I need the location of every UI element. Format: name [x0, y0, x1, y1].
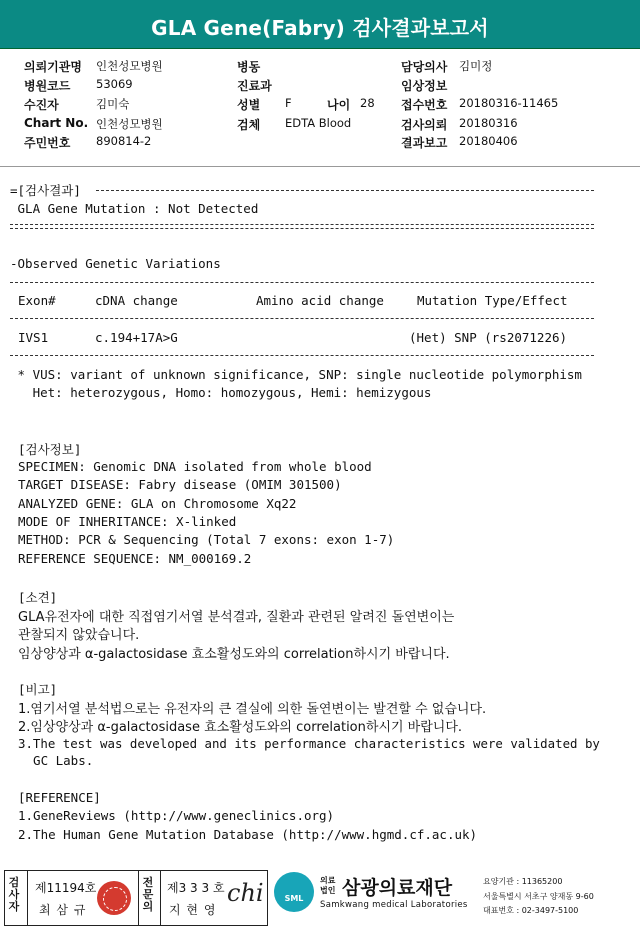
- result-double-rule: [10, 224, 594, 229]
- value-patient: 김미숙: [96, 97, 130, 111]
- label-requesting-institution: 의뢰기관명: [24, 60, 82, 74]
- remarks-line: 1.염기서열 분석법으로는 유전자의 큰 결실에 의한 돌연변이는 발견할 수 없습니다.: [18, 702, 487, 717]
- phone-number: 대표번호 : 02-3497-5100: [483, 906, 579, 915]
- patient-info-section: [0, 48, 640, 164]
- label-age: 나이: [327, 98, 351, 112]
- exam-info-line: TARGET DISEASE: Fabry disease (OMIM 301500): [18, 477, 342, 492]
- inspector-label: 검사자: [8, 876, 20, 913]
- opinion-line: 임상양상과 α-galactosidase 효소활성도와의 correlation하시기 바랍니다.: [18, 647, 450, 662]
- table-header-rule: [10, 318, 594, 319]
- seal-stamp-icon: [97, 881, 131, 915]
- value-chart-no: 인천성모병원: [96, 117, 163, 131]
- signature-mark: chi: [227, 879, 264, 907]
- org-prefix-bottom: 법인: [320, 886, 336, 895]
- table-top-rule: [10, 282, 594, 283]
- result-header: =[검사결과]: [10, 183, 81, 198]
- org-name: 삼광의료재단: [342, 877, 453, 899]
- sml-logo-icon: SML: [274, 872, 314, 912]
- divider: [160, 871, 161, 925]
- value-age: 28: [360, 96, 375, 110]
- info-divider: [0, 166, 640, 167]
- table-bottom-rule: [10, 355, 594, 356]
- label-receipt-no: 접수번호: [401, 98, 448, 112]
- label-chart-no: Chart No.: [24, 116, 89, 130]
- row-effect: (Het) SNP (rs2071226): [409, 330, 568, 345]
- specialist-name: 지 현 영: [169, 903, 217, 917]
- value-report-date: 20180406: [459, 134, 518, 148]
- mutation-summary: GLA Gene Mutation : Not Detected: [10, 201, 259, 216]
- value-specimen: EDTA Blood: [285, 116, 352, 130]
- remarks-line: 3.The test was developed and its performance characteristics were validated by: [18, 736, 600, 751]
- value-physician: 김미정: [459, 59, 493, 73]
- col-header-effect: Mutation Type/Effect: [417, 293, 568, 308]
- inspector-license-no: 제11194호: [35, 881, 97, 895]
- label-resident-no: 주민번호: [24, 136, 71, 150]
- opinion-line: GLA유전자에 대한 직접염기서열 분석결과, 질환과 관련된 알려진 돌연변이는: [18, 610, 455, 625]
- row-cdna: c.194+17A>G: [95, 330, 178, 345]
- exam-info-header: [검사정보]: [18, 442, 82, 457]
- report-title-bar: [0, 0, 640, 49]
- result-header-rule: [96, 190, 594, 191]
- inspector-name: 최 삼 규: [39, 903, 87, 917]
- divider: [138, 871, 139, 925]
- value-requesting-institution: 인천성모병원: [96, 59, 163, 73]
- org-name-english: Samkwang medical Laboratories: [320, 900, 468, 910]
- label-patient: 수진자: [24, 98, 59, 112]
- col-header-exon: Exon#: [18, 293, 56, 308]
- specialist-label: 전문의: [142, 876, 154, 913]
- label-physician: 담당의사: [401, 60, 448, 74]
- value-request-date: 20180316: [459, 116, 518, 130]
- col-header-cdna: cDNA change: [95, 293, 178, 308]
- row-exon: IVS1: [18, 330, 49, 345]
- value-receipt-no: 20180316-11465: [459, 96, 559, 110]
- exam-info-line: REFERENCE SEQUENCE: NM_000169.2: [18, 551, 252, 566]
- col-header-amino: Amino acid change: [256, 293, 384, 308]
- opinion-header: [소견]: [18, 590, 58, 605]
- value-resident-no: 890814-2: [96, 134, 152, 148]
- value-hospital-code: 53069: [96, 77, 133, 91]
- label-clinical-info: 임상정보: [401, 79, 448, 93]
- exam-info-line: SPECIMEN: Genomic DNA isolated from whole blood: [18, 459, 372, 474]
- divider: [27, 871, 28, 925]
- label-report-date: 결과보고: [401, 136, 448, 150]
- exam-info-line: MODE OF INHERITANCE: X-linked: [18, 514, 237, 529]
- label-sex: 성별: [237, 98, 261, 112]
- label-hospital-code: 병원코드: [24, 79, 71, 93]
- report-title: GLA Gene(Fabry) 검사결과보고서: [151, 16, 489, 40]
- footnote-zygosity: Het: heterozygous, Homo: homozygous, Hemi: hemizygous: [10, 385, 432, 400]
- label-request-date: 검사의뢰: [401, 118, 448, 132]
- signature-box: [4, 870, 268, 926]
- reference-link: 1.GeneReviews (http://www.geneclinics.org): [18, 808, 335, 823]
- label-department: 진료과: [237, 79, 272, 93]
- label-ward: 병동: [237, 60, 261, 74]
- exam-info-line: METHOD: PCR & Sequencing (Total 7 exons: exon 1-7): [18, 532, 395, 547]
- institution-code: 요양기관 : 11365200: [483, 877, 563, 886]
- reference-link: 2.The Human Gene Mutation Database (http://www.hgmd.cf.ac.uk): [18, 827, 478, 842]
- remarks-line: GC Labs.: [18, 753, 94, 768]
- opinion-line: 관찰되지 않았습니다.: [18, 628, 140, 643]
- specialist-license-no: 제3 3 3 호: [167, 881, 225, 895]
- org-prefix-top: 의료: [320, 876, 336, 885]
- reference-header: [REFERENCE]: [18, 790, 101, 805]
- value-sex: F: [285, 96, 292, 110]
- remarks-header: [비고]: [18, 682, 58, 697]
- label-specimen: 검체: [237, 118, 261, 132]
- address: 서울특별시 서초구 양재동 9-60: [483, 892, 594, 901]
- footnote-abbreviations: * VUS: variant of unknown significance, SNP: single nucleotide polymorphism: [10, 367, 582, 382]
- report-footer: [0, 868, 640, 936]
- remarks-line: 2.임상양상과 α-galactosidase 효소활성도와의 correlation하시기 바랍니다.: [18, 720, 463, 735]
- observed-variations-title: -Observed Genetic Variations: [10, 256, 221, 271]
- exam-info-line: ANALYZED GENE: GLA on Chromosome Xq22: [18, 496, 297, 511]
